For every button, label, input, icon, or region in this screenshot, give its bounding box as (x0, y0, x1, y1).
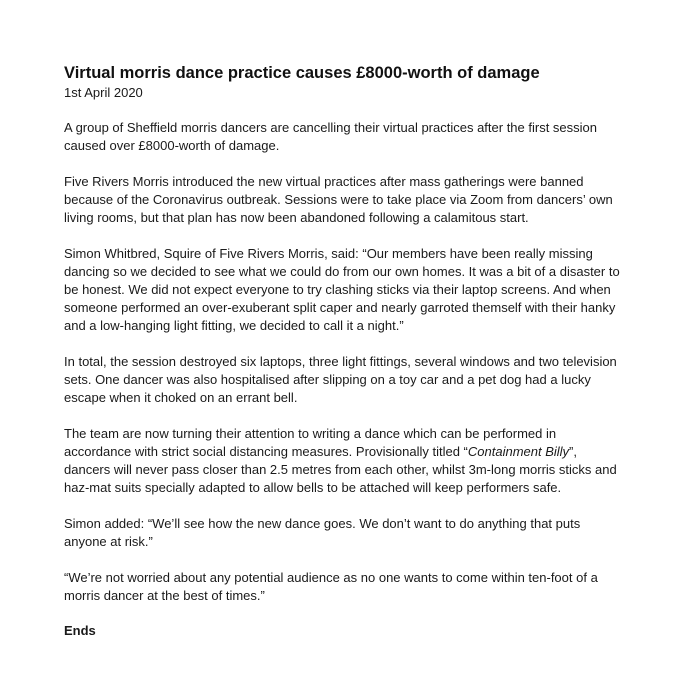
dance-title-italic: Containment Billy (467, 444, 570, 459)
paragraph-quote-simon: Simon Whitbred, Squire of Five Rivers Morris, said: “Our members have been really missing dancing so we decided to see what we could do from our own homes. It was a bit of a disaster to be honest. We did not expect everyone to try clashing sticks via their laptop screens. And when someone performed an over-exuberant split caper and nearly garroted themself with their hanky and a low-hanging light fitting, we decided to call it a night.” (64, 246, 620, 333)
paragraph-simon-added: Simon added: “We’ll see how the new dance goes. We don’t want to do anything that puts anyone at risk.” (64, 516, 581, 549)
new-dance-text-end: ”, dancers will never pass closer than 2.5 metres from each other, whilst 3m-long morris sticks and haz-mat suits specially adapted to allow bells to be attached will keep performers safe. (64, 444, 617, 495)
new-dance-text-start: The team are now turning their attention to writing a dance which can be performed in accordance with strict social distancing measures. Provisionally titled “ (64, 426, 557, 459)
paragraph-intro: A group of Sheffield morris dancers are cancelling their virtual practices after the first session caused over £8000-worth of damage. (64, 120, 598, 153)
article-date: 1st April 2020 (64, 85, 143, 100)
article-title: Virtual morris dance practice causes £8000-worth of damage (64, 64, 540, 82)
ends-marker: Ends (64, 623, 96, 638)
paragraph-background: Five Rivers Morris introduced the new virtual practices after mass gatherings were banned because of the Coronavirus outbreak. Sessions were to take place via Zoom from dancers’ own living rooms, but that plan has now been abandoned following a calamitous start. (64, 174, 613, 225)
press-release-document (64, 63, 624, 640)
paragraph-new-dance (64, 425, 624, 497)
paragraph-audience-quote: “We’re not worried about any potential audience as no one wants to come within ten-foot of a morris dancer at the best of times.” (64, 570, 598, 603)
paragraph-damage-total: In total, the session destroyed six laptops, three light fittings, several windows and two television sets. One dancer was also hospitalised after slipping on a toy car and a pet dog had a lucky escape when it choked on an errant bell. (64, 354, 617, 405)
